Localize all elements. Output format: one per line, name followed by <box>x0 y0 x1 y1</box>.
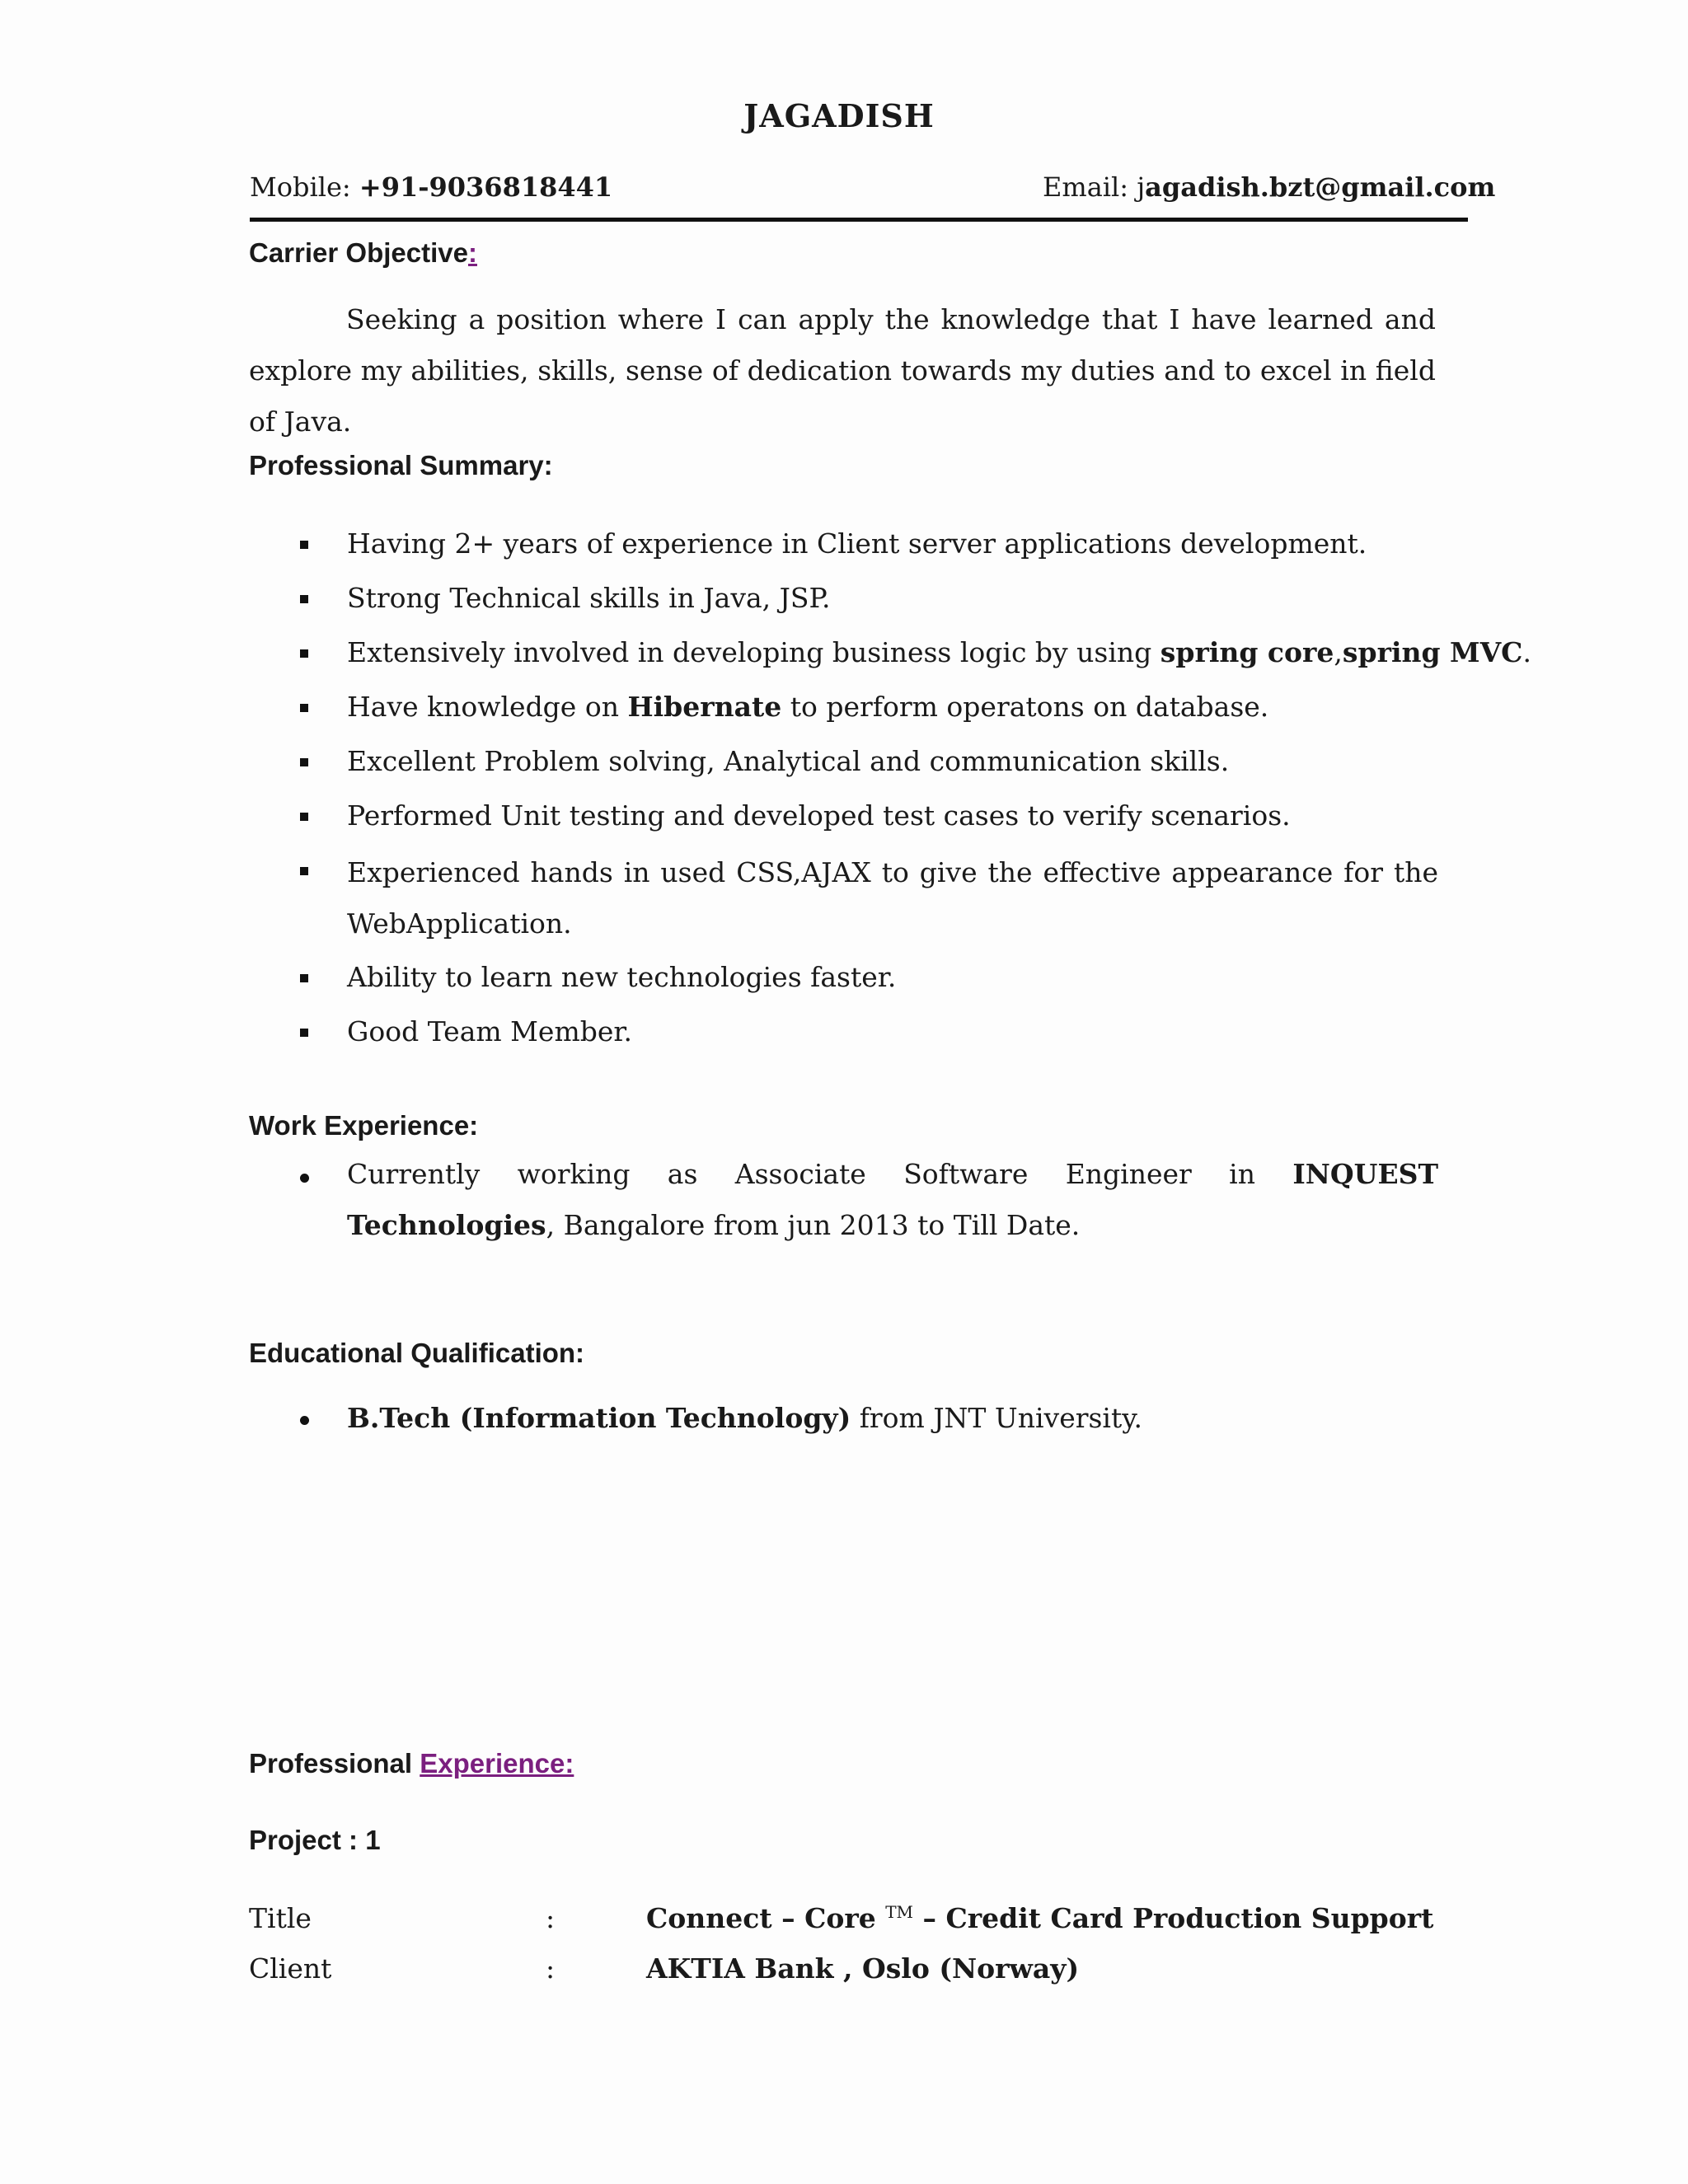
square-bullet-icon <box>300 595 308 603</box>
summary-heading: Professional Summary: <box>249 450 553 480</box>
email-label: Email: j <box>1043 171 1146 203</box>
summary-item: Have knowledge on Hibernate to perform operatons on database. <box>347 691 1269 723</box>
candidate-name: JAGADISH <box>743 97 935 134</box>
square-bullet-icon <box>300 813 308 821</box>
summary-item: Having 2+ years of experience in Client server applications development. <box>347 527 1367 560</box>
summary-item: Experienced hands in used CSS,AJAX to give the effective appearance for the WebApplication. <box>347 856 1438 940</box>
email-address[interactable]: agadish.bzt@gmail.com <box>1145 171 1496 203</box>
education-item: B.Tech (Information Technology) from JNT University. <box>347 1402 1143 1434</box>
email-line <box>1043 171 1495 203</box>
square-bullet-icon <box>300 758 308 766</box>
header-divider <box>250 218 1468 222</box>
mobile-number: +91-9036818441 <box>359 171 613 203</box>
objective-heading: Carrier Objective: <box>249 237 477 268</box>
project-row-label: Client <box>249 1952 332 1985</box>
project-title-value: Connect – Core ™ – Credit Card Production Support <box>646 1902 1434 1934</box>
round-bullet-icon <box>300 1416 309 1425</box>
education-heading: Educational Qualification: <box>249 1338 585 1368</box>
objective-text: Seeking a position where I can apply the knowledge that I have learned and explore my abilities, skills, sense of dedication towards my duties and to excel in field of Java. <box>249 303 1436 438</box>
square-bullet-icon <box>300 867 308 875</box>
round-bullet-icon <box>300 1174 309 1183</box>
mobile-label: Mobile: <box>250 171 359 203</box>
square-bullet-icon <box>300 704 308 712</box>
square-bullet-icon <box>300 974 308 982</box>
square-bullet-icon <box>300 649 308 658</box>
summary-item: Excellent Problem solving, Analytical and communication skills. <box>347 745 1230 777</box>
objective-colon-link[interactable]: : <box>467 237 477 268</box>
project-row-separator: : <box>546 1952 556 1985</box>
square-bullet-icon <box>300 1029 308 1037</box>
square-bullet-icon <box>300 541 308 549</box>
summary-item: Strong Technical skills in Java, JSP. <box>347 582 831 614</box>
summary-item: Extensively involved in developing business logic by using spring core,spring MVC. <box>347 636 1531 668</box>
work-item: Currently working as Associate Software Engineer in INQUEST Technologies, Bangalore from jun 2013 to Till Date. <box>347 1158 1438 1241</box>
mobile-line <box>250 171 612 203</box>
project-label: Project : 1 <box>249 1825 381 1855</box>
project-row-label: Title <box>249 1902 312 1934</box>
project-client-value: AKTIA Bank , Oslo (Norway) <box>646 1952 1080 1985</box>
professional-experience-heading: Professional Experience: <box>249 1748 574 1779</box>
project-row-separator: : <box>546 1902 556 1934</box>
summary-item: Performed Unit testing and developed test cases to verify scenarios. <box>347 799 1291 832</box>
summary-item: Ability to learn new technologies faster. <box>347 961 897 993</box>
work-heading: Work Experience: <box>249 1110 479 1141</box>
experience-link[interactable]: Experience: <box>420 1748 574 1779</box>
summary-item: Good Team Member. <box>347 1015 633 1047</box>
